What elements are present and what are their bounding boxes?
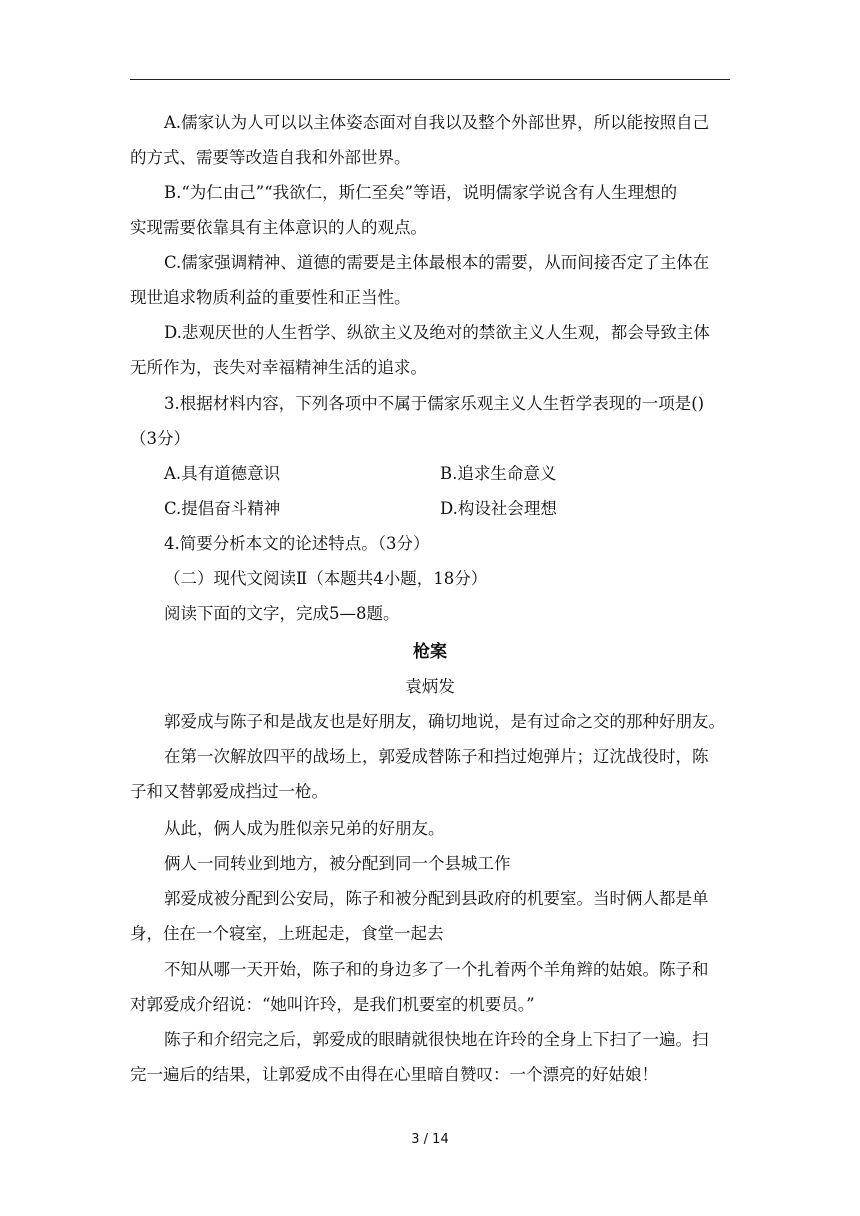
story-line: 对郭爱成介绍说：“她叫许玲，是我们机要室的机要员。” — [130, 995, 535, 1014]
q4-text: 4.简要分析本文的论述特点。（3分） — [164, 534, 430, 553]
q3-option-c: C.提倡奋斗精神 — [164, 499, 281, 518]
header-rule — [130, 79, 730, 80]
story-line: 郭爱成被分配到公安局，陈子和被分配到县政府的机要室。当时俩人都是单 — [164, 889, 709, 908]
q2-option-a-line1: A.儒家认为人可以以主体姿态面对自我以及整个外部世界，所以能按照自己 — [164, 113, 710, 132]
q3-stem-line2: （3分） — [130, 429, 190, 448]
story-line: 不知从哪一天开始，陈子和的身边多了一个扎着两个羊角辫的姑娘。陈子和 — [164, 960, 709, 979]
story-line: 在第一次解放四平的战场上，郭爱成替陈子和挡过炮弹片；辽沈战役时，陈 — [164, 747, 709, 766]
story-line: 从此，俩人成为胜似亲兄弟的好朋友。 — [164, 819, 445, 838]
q3-stem-line1: 3.根据材料内容，下列各项中不属于儒家乐观主义人生哲学表现的一项是() — [164, 394, 705, 413]
q2-option-d-line1: D.悲观厌世的人生哲学、纵欲主义及绝对的禁欲主义人生观，都会导致主体 — [164, 323, 710, 342]
story-title: 枪案 — [413, 642, 447, 662]
story-line: 陈子和介绍完之后，郭爱成的眼睛就很快地在许玲的全身上下扫了一遍。扫 — [164, 1030, 709, 1049]
q3-option-b: B.追求生命意义 — [440, 464, 557, 483]
q2-option-d-line2: 无所作为，丧失对幸福精神生活的追求。 — [130, 358, 427, 377]
q2-option-c-line1: C.儒家强调精神、道德的需要是主体最根本的需要，从而间接否定了主体在 — [164, 253, 710, 272]
q3-option-d: D.构设社会理想 — [440, 499, 557, 518]
story-line: 身，住在一个寝室，上班起走，食堂一起去 — [130, 924, 444, 943]
q2-option-a-line2: 的方式、需要等改造自我和外部世界。 — [130, 148, 411, 167]
page-number: 3 / 14 — [411, 1132, 449, 1147]
story-line: 郭爱成与陈子和是战友也是好朋友，确切地说，是有过命之交的那种好朋友。 — [164, 712, 725, 731]
q2-option-b-line2: 实现需要依靠具有主体意识的人的观点。 — [130, 218, 427, 237]
q2-option-b-line1: B.“为仁由己”“我欲仁，斯仁至矣”等语，说明儒家学说含有人生理想的 — [164, 183, 678, 202]
q3-option-a: A.具有道德意识 — [164, 464, 281, 483]
section2-heading: （二）现代文阅读Ⅱ（本题共4小题，18分） — [164, 569, 488, 588]
story-line: 子和又替郭爱成挡过一枪。 — [130, 782, 328, 801]
story-line: 俩人一同转业到地方，被分配到同一个县城工作 — [164, 854, 511, 873]
story-author: 袁炳发 — [405, 677, 455, 696]
story-line: 完一遍后的结果，让郭爱成不由得在心里暗自赞叹：一个漂亮的好姑娘！ — [130, 1065, 658, 1084]
q2-option-c-line2: 现世追求物质利益的重要性和正当性。 — [130, 288, 411, 307]
section2-instruction: 阅读下面的文字，完成5—8题。 — [164, 604, 400, 623]
